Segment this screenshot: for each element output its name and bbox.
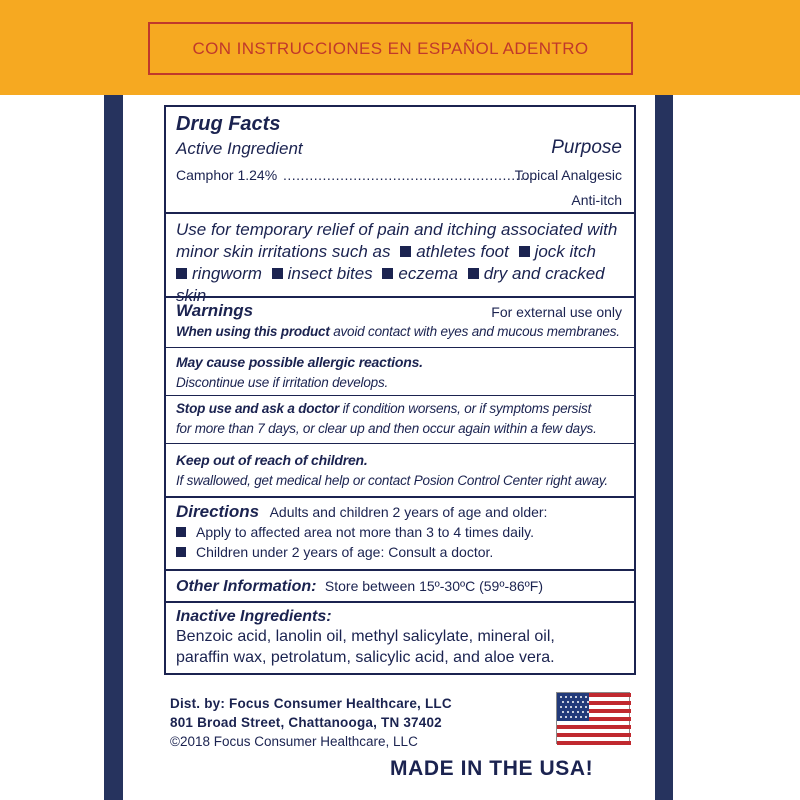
keep-out-text: If swallowed, get medical help or contact Posion Control Center right away. [176, 473, 608, 488]
bullet-square-icon [176, 268, 187, 279]
warnings-allergic [166, 348, 634, 396]
flag-star [570, 716, 572, 718]
flag-star [575, 706, 577, 708]
spanish-instructions-text: CON INSTRUCCIONES EN ESPAÑOL ADENTRO [192, 38, 589, 58]
directions-section [166, 498, 634, 571]
flag-star [567, 701, 569, 703]
flag-star [580, 696, 582, 698]
stop-use-text-2: for more than 7 days, or clear up and then occur again within a few days. [176, 421, 597, 436]
orange-band [123, 0, 655, 95]
inactive-ingredients-section [166, 603, 634, 675]
use-dry-cracked-skin: dry and cracked skin [176, 264, 605, 305]
active-ingredient-label: Active Ingredient [176, 139, 303, 158]
directions-heading: Directions [176, 502, 260, 521]
directions-item-1: Apply to affected area not more than 3 to 4 times daily. [196, 524, 535, 540]
flag-star [570, 696, 572, 698]
flag-star [587, 701, 589, 703]
warnings-keep-out [166, 444, 634, 498]
flag-star [585, 706, 587, 708]
other-information-heading: Other Information: [176, 578, 317, 595]
flag-star [582, 711, 584, 713]
us-flag-icon [556, 692, 630, 744]
flag-star [572, 711, 574, 713]
spanish-instructions-banner [148, 22, 633, 75]
inactive-ingredients-line-1: Benzoic acid, lanolin oil, methyl salicylate, mineral oil, [176, 628, 555, 645]
use-athletes-foot: athletes foot [416, 242, 509, 261]
flag-star [565, 716, 567, 718]
package-right-edge [655, 0, 800, 800]
directions-item-2: Children under 2 years of age: Consult a doctor. [196, 544, 494, 560]
distributor-address: 801 Broad Street, Chattanooga, TN 37402 [170, 715, 442, 730]
dot-leader: .......................................................... [283, 167, 538, 183]
stop-use-text-1: if condition worsens, or if symptoms persist [339, 401, 592, 416]
flag-star [565, 706, 567, 708]
bullet-square-icon [272, 268, 283, 279]
when-using-label: When using this product [176, 324, 330, 339]
flag-star [560, 706, 562, 708]
active-ingredient: Camphor 1.24% [176, 167, 278, 183]
flag-star [580, 706, 582, 708]
warnings-heading: Warnings [176, 301, 254, 320]
use-jock-itch: jock itch [534, 242, 596, 261]
bullet-square-icon [176, 547, 186, 557]
flag-star [560, 696, 562, 698]
flag-star [577, 711, 579, 713]
bullet-square-icon [519, 246, 530, 257]
flag-star [575, 696, 577, 698]
bullet-square-icon [176, 527, 186, 537]
uses-line-1: Use for temporary relief of pain and itching associated with [176, 220, 618, 239]
use-insect-bites: insect bites [287, 264, 373, 283]
purpose-topical-analgesic: Topical Analgesic [514, 167, 622, 183]
allergic-text: Discontinue use if irritation develops. [176, 375, 389, 390]
other-information-section [166, 571, 634, 603]
flag-star [585, 716, 587, 718]
uses-line-2: minor skin irritations such as [176, 242, 391, 261]
bullet-square-icon [468, 268, 479, 279]
made-in-usa: MADE IN THE USA! [390, 757, 594, 780]
flag-star [562, 701, 564, 703]
flag-star [570, 706, 572, 708]
drug-facts-title: Drug Facts [176, 113, 281, 135]
when-using-text: avoid contact with eyes and mucous membranes. [329, 324, 620, 339]
flag-star [565, 696, 567, 698]
uses-section [166, 214, 634, 305]
flag-star [587, 711, 589, 713]
copyright: ©2018 Focus Consumer Healthcare, LLC [170, 734, 418, 749]
use-eczema: eczema [398, 264, 458, 283]
purpose-label: Purpose [551, 137, 622, 158]
bullet-square-icon [382, 268, 393, 279]
warnings-when-using [166, 298, 634, 348]
storage-text: Store between 15º-30ºC (59º-86ºF) [324, 578, 544, 594]
flag-star [575, 716, 577, 718]
flag-star [580, 716, 582, 718]
flag-star [577, 701, 579, 703]
purpose-anti-itch: Anti-itch [571, 192, 622, 208]
flag-star [562, 711, 564, 713]
flag-star [572, 701, 574, 703]
flag-star [560, 716, 562, 718]
flag-star [585, 696, 587, 698]
distributor-line-1: Dist. by: Focus Consumer Healthcare, LLC [170, 696, 452, 711]
keep-out-label: Keep out of reach of children. [176, 452, 368, 468]
warnings-stop-use [166, 396, 634, 444]
inactive-ingredients-line-2: paraffin wax, petrolatum, salicylic acid, and aloe vera. [176, 649, 555, 666]
stop-use-label: Stop use and ask a doctor [176, 401, 340, 416]
drug-facts-header [166, 107, 634, 214]
flag-star [582, 701, 584, 703]
package-left-edge [0, 0, 123, 800]
use-ringworm: ringworm [192, 264, 262, 283]
drug-facts-box [164, 105, 636, 675]
flag-star [567, 711, 569, 713]
inactive-ingredients-heading: Inactive Ingredients: [176, 608, 332, 625]
allergic-label: May cause possible allergic reactions. [176, 354, 423, 370]
back-panel [123, 0, 655, 800]
external-use-only: For external use only [491, 304, 622, 320]
bullet-square-icon [400, 246, 411, 257]
directions-intro: Adults and children 2 years of age and older: [269, 504, 548, 520]
